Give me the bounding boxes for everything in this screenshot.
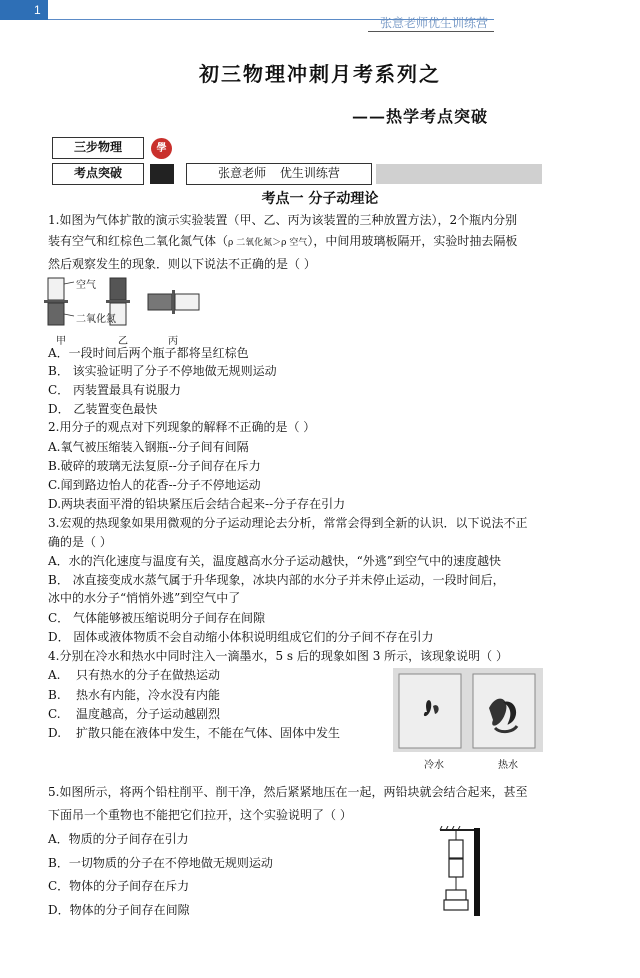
header-rule-underline	[368, 31, 494, 32]
q3-option-d: D． 固体或液体物质不会自动缩小体积说明组成它们的分子间不存在引力	[48, 630, 434, 644]
q1-stem-line3: 然后观察发生的现象．则以下说法不正确的是（ ）	[48, 257, 316, 271]
page-subtitle: ——热学考点突破	[352, 107, 489, 126]
q5-option-b: B．一切物质的分子在不停地做无规则运动	[48, 856, 273, 870]
q1-stem	[48, 210, 548, 275]
q1-apparatus-jia	[44, 278, 74, 325]
q4-hot-label: 热水	[498, 760, 518, 771]
q1-stem-line2	[48, 231, 548, 254]
q2-option-c: C.闻到路边怡人的花香--分子不停地运动	[48, 478, 261, 492]
q4-option-a-letter: A.	[48, 668, 61, 682]
q5-option-a: A．物质的分子间存在引力	[48, 832, 189, 846]
q2-option-b: B.破碎的玻璃无法复原--分子间存在斥力	[48, 459, 261, 473]
kaodian-label-box: 考点突破	[52, 163, 144, 185]
q4-cold-label: 冷水	[424, 760, 444, 771]
q1-stem-line2-end: ），中间用玻璃板隔开，实验时抽去隔板	[307, 234, 518, 248]
q4-hot-water-beaker	[473, 674, 535, 748]
q4-stem: 4.分别在冷水和热水中同时注入一滴墨水，5 s 后的现象如图 3 所示，该现象说明（ ）	[48, 649, 508, 663]
q1-density-note: ρ 二氧化氮＞ρ 空气	[228, 238, 308, 248]
q1-label-jia: 甲	[56, 336, 66, 347]
q2-option-a: A.氧气被压缩装入钢瓶--分子间有间隔	[48, 440, 249, 454]
q1-air-label: 空气	[76, 280, 96, 291]
q3-option-a: A．水的汽化速度与温度有关，温度越高水分子运动越快，“外逃”到空气中的速度越快	[48, 554, 501, 568]
q4-option-c: 温度越高，分子运动越剧烈	[76, 707, 221, 721]
page-number: 1	[0, 0, 48, 20]
banner-grey-bar	[376, 164, 542, 184]
q2-stem: 2.用分子的观点对下列现象的解释不正确的是（ ）	[48, 420, 316, 434]
page-title: 初三物理冲刺月考系列之	[199, 62, 441, 86]
q3-option-c: C． 气体能够被压缩说明分子间存在间隙	[48, 611, 265, 625]
q4-option-d: 扩散只能在液体中发生，不能在气体、固体中发生	[76, 726, 341, 740]
q4-option-c-letter: C.	[48, 707, 61, 721]
q4-option-b: 热水有内能，冷水没有内能	[76, 688, 221, 702]
q1-stem-line2-start: 装有空气和红棕色二氧化氮气体（	[48, 234, 229, 248]
q4-option-b-letter: B.	[48, 688, 61, 702]
q5-stem-line1: 5.如图所示，将两个铅柱削平、削干净，然后紧紧地压在一起，两铅块就会结合起来，甚至	[48, 785, 528, 799]
q5-option-c: C．物体的分子间存在斥力	[48, 879, 190, 893]
q4-cold-water-beaker	[399, 674, 461, 748]
q5-option-d: D．物体的分子间存在间隙	[48, 903, 190, 917]
q3-stem-line1: 3.宏观的热现象如果用微观的分子运动理论去分析，常常会得到全新的认识．以下说法不正	[48, 516, 528, 530]
q2-option-d: D.两块表面平滑的铅块紧压后会结合起来--分子存在引力	[48, 497, 346, 511]
q1-apparatus-bing	[148, 290, 199, 314]
q1-no2-label: 二氧化氮	[76, 314, 116, 325]
q3-stem-line2: 确的是（ ）	[48, 535, 112, 549]
q1-diffusion-figure	[40, 272, 220, 344]
teacher-label-box: 张意老师 优生训练营	[186, 163, 372, 185]
q3-option-b: B． 冰直接变成水蒸气属于升华现象，冰块内部的水分子并未停止运动，一段时间后，	[48, 573, 505, 587]
xue-badge-icon: 學	[151, 138, 172, 159]
q3-option-b-cont: 冰中的水分子“悄悄外逃”到空气中了	[48, 591, 241, 605]
banner-black-block	[150, 164, 174, 184]
q5-lead-cylinder-figure	[436, 826, 486, 918]
q1-option-a: A．一段时间后两个瓶子都将呈红棕色	[48, 346, 249, 360]
q4-option-a: 只有热水的分子在做热运动	[76, 668, 221, 682]
q4-option-d-letter: D.	[48, 726, 62, 740]
section-title: 考点一 分子动理论	[261, 191, 379, 207]
q1-label-bing: 丙	[168, 336, 178, 347]
q1-option-c: C． 丙装置最具有说服力	[48, 383, 181, 397]
q4-beakers-figure	[393, 668, 543, 752]
q1-label-yi: 乙	[118, 336, 128, 347]
q1-stem-line1: 1.如图为气体扩散的演示实验装置（甲、乙、丙为该装置的三种放置方法），2个瓶内分别	[48, 213, 518, 227]
q5-stem-line2: 下面吊一个重物也不能把它们拉开，这个实验说明了（ ）	[48, 808, 352, 822]
steps-label-box: 三步物理	[52, 137, 144, 159]
q1-option-d: D． 乙装置变色最快	[48, 402, 158, 416]
header-brand: 张意老师优生训练营	[380, 16, 489, 30]
q1-option-b: B． 该实验证明了分子不停地做无规则运动	[48, 364, 277, 378]
